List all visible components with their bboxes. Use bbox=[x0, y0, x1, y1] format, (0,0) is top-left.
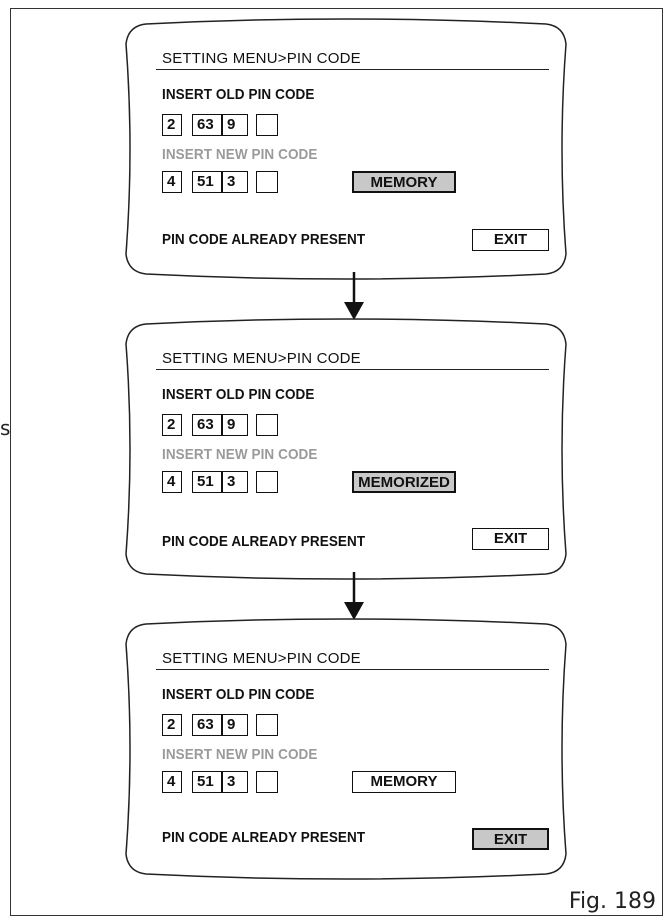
new-pin-digit-5[interactable] bbox=[256, 171, 278, 193]
old-pin-digit-5[interactable] bbox=[256, 114, 278, 136]
screen-title: SETTING MENU>PIN CODE bbox=[162, 350, 361, 367]
new-pin-row bbox=[162, 471, 462, 495]
new-pin-digit-1[interactable]: 4 bbox=[162, 471, 182, 493]
screen-step-2 bbox=[118, 314, 574, 584]
old-pin-digit-1[interactable]: 2 bbox=[162, 714, 182, 736]
screen-step-3 bbox=[118, 614, 574, 884]
new-pin-digit-5[interactable] bbox=[256, 471, 278, 493]
old-pin-digit-1[interactable]: 2 bbox=[162, 114, 182, 136]
new-pin-digit-4[interactable]: 3 bbox=[222, 171, 248, 193]
new-pin-row bbox=[162, 771, 462, 795]
new-pin-digit-2[interactable] bbox=[192, 471, 222, 493]
old-pin-digit-5[interactable] bbox=[256, 714, 278, 736]
new-pin-digit-1[interactable]: 4 bbox=[162, 771, 182, 793]
title-divider bbox=[156, 669, 549, 670]
old-pin-digit-2[interactable] bbox=[192, 414, 222, 436]
new-pin-label: INSERT NEW PIN CODE bbox=[162, 446, 318, 463]
digit-value: 6 bbox=[197, 716, 206, 733]
new-pin-row bbox=[162, 171, 462, 195]
old-pin-digit-5[interactable] bbox=[256, 414, 278, 436]
new-pin-digit-1[interactable]: 4 bbox=[162, 171, 182, 193]
old-pin-label: INSERT OLD PIN CODE bbox=[162, 686, 315, 703]
memory-button[interactable]: MEMORY bbox=[352, 771, 456, 793]
digit-value: 1 bbox=[205, 173, 214, 190]
old-pin-digit-1[interactable]: 2 bbox=[162, 414, 182, 436]
digit-value: 3 bbox=[205, 716, 214, 733]
new-pin-digit-4[interactable]: 3 bbox=[222, 771, 248, 793]
digit-value: 5 bbox=[197, 773, 206, 790]
exit-button[interactable]: EXIT bbox=[472, 828, 549, 850]
new-pin-label: INSERT NEW PIN CODE bbox=[162, 146, 318, 163]
memory-button[interactable]: MEMORIZED bbox=[352, 471, 456, 493]
digit-value: 3 bbox=[205, 116, 214, 133]
digit-value: 5 bbox=[197, 173, 206, 190]
memory-button[interactable]: MEMORY bbox=[352, 171, 456, 193]
status-message: PIN CODE ALREADY PRESENT bbox=[162, 533, 366, 550]
title-divider bbox=[156, 369, 549, 370]
digit-value: 6 bbox=[197, 416, 206, 433]
screen-title: SETTING MENU>PIN CODE bbox=[162, 50, 361, 67]
figure-caption: Fig. 189 bbox=[568, 889, 656, 914]
digit-value: 5 bbox=[197, 473, 206, 490]
old-pin-digit-2[interactable] bbox=[192, 114, 222, 136]
side-letter: s bbox=[0, 416, 11, 440]
screen-step-1 bbox=[118, 14, 574, 284]
status-message: PIN CODE ALREADY PRESENT bbox=[162, 829, 366, 846]
new-pin-digit-5[interactable] bbox=[256, 771, 278, 793]
digit-value: 3 bbox=[205, 416, 214, 433]
old-pin-digit-4[interactable]: 9 bbox=[222, 714, 248, 736]
old-pin-digit-4[interactable]: 9 bbox=[222, 114, 248, 136]
screen-title: SETTING MENU>PIN CODE bbox=[162, 650, 361, 667]
title-divider bbox=[156, 69, 549, 70]
new-pin-label: INSERT NEW PIN CODE bbox=[162, 746, 318, 763]
status-message: PIN CODE ALREADY PRESENT bbox=[162, 231, 366, 248]
old-pin-digit-2[interactable] bbox=[192, 714, 222, 736]
new-pin-digit-4[interactable]: 3 bbox=[222, 471, 248, 493]
new-pin-digit-2[interactable] bbox=[192, 771, 222, 793]
new-pin-digit-2[interactable] bbox=[192, 171, 222, 193]
old-pin-digit-4[interactable]: 9 bbox=[222, 414, 248, 436]
digit-value: 1 bbox=[205, 773, 214, 790]
old-pin-label: INSERT OLD PIN CODE bbox=[162, 386, 315, 403]
digit-value: 1 bbox=[205, 473, 214, 490]
exit-button[interactable]: EXIT bbox=[472, 528, 549, 550]
exit-button[interactable]: EXIT bbox=[472, 229, 549, 251]
digit-value: 6 bbox=[197, 116, 206, 133]
old-pin-label: INSERT OLD PIN CODE bbox=[162, 86, 315, 103]
